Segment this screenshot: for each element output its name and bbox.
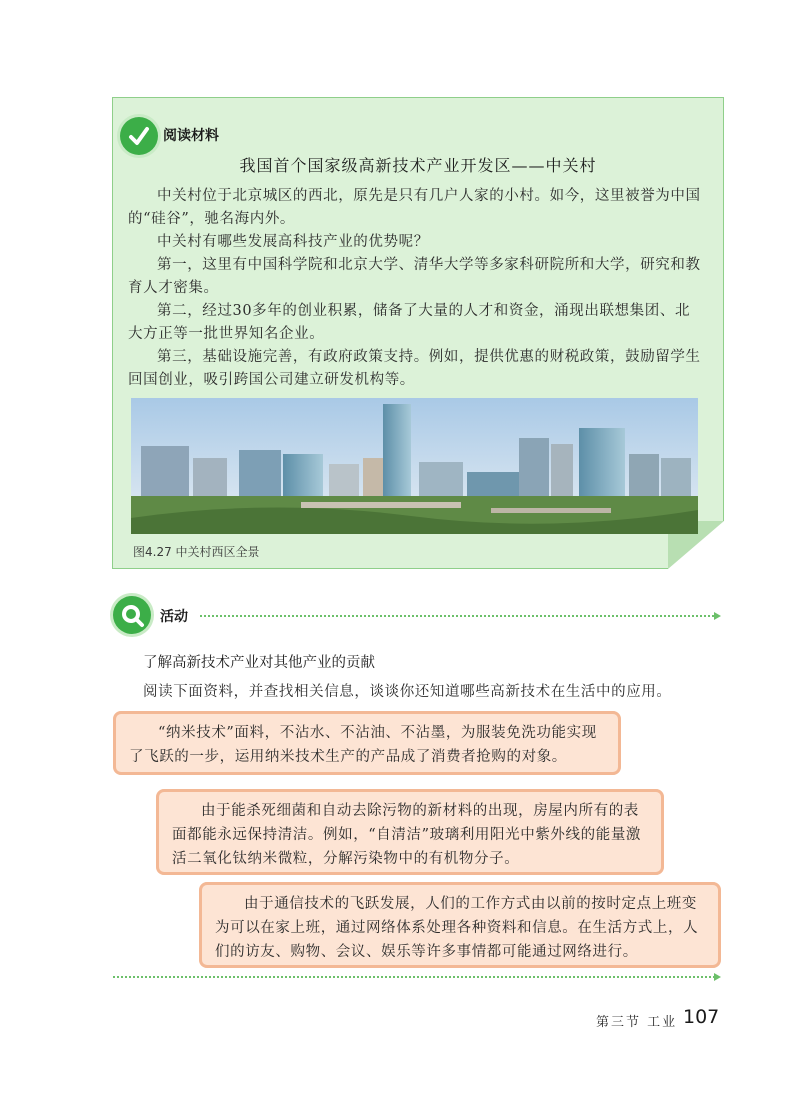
divider-arrow-icon (714, 973, 721, 981)
activity-divider-bottom (113, 976, 715, 978)
zhongguancun-photo (131, 398, 698, 534)
info-card-nano-fabric: “纳米技术”面料，不沾水、不沾油、不沾墨，为服装免洗功能实现了飞跃的一步，运用纳米技术生产的产品成了消费者抢购的对象。 (113, 711, 621, 775)
footer-chapter: 第三节 工业 (596, 1015, 678, 1030)
reading-check-icon (120, 117, 158, 155)
info-card-communication: 由于通信技术的飞跃发展，人们的工作方式由以前的按时定点上班变为可以在家上班，通过网络体系处理各种资料和信息。在生活方式上，人们的访友、购物、会议、娱乐等许多事情都可能通过网络进行。 (199, 882, 721, 968)
divider-arrow-icon (714, 612, 721, 620)
activity-label: 活动 (160, 609, 188, 625)
activity-divider-top (200, 615, 714, 617)
activity-title: 了解高新技术产业对其他产业的贡献 (143, 655, 375, 671)
reading-paragraph-1: 中关村位于北京城区的西北，原先是只有几户人家的小村。如今，这里被誉为中国的“硅谷”，驰名海内外。 (128, 188, 701, 227)
reading-paragraph-2: 中关村有哪些发展高科技产业的优势呢？ (157, 234, 429, 250)
activity-intro: 阅读下面资料，并查找相关信息，谈谈你还知道哪些高新技术在生活中的应用。 (143, 684, 672, 700)
page-number: 107 (683, 1006, 720, 1028)
figure-caption: 图4.27 中关村西区全景 (133, 545, 260, 559)
reading-paragraph-4: 第二，经过30多年的创业积累，储备了大量的人才和资金，涌现出联想集团、北大方正等一批世界知名企业。 (128, 303, 691, 342)
reading-label: 阅读材料 (163, 128, 219, 144)
activity-search-icon (113, 596, 151, 634)
reading-title: 我国首个国家级高新技术产业开发区——中关村 (239, 156, 597, 175)
reading-paragraph-3: 第一，这里有中国科学院和北京大学、清华大学等多家科研院所和大学，研究和教育人才密集。 (128, 257, 701, 296)
reading-paragraph-5: 第三，基础设施完善，有政府政策支持。例如，提供优惠的财税政策，鼓励留学生回国创业，吸引跨国公司建立研发机构等。 (128, 349, 701, 388)
info-card-self-cleaning: 由于能杀死细菌和自动去除污物的新材料的出现，房屋内所有的表面都能永远保持清洁。例如，“自清洁”玻璃利用阳光中紫外线的能量激活二氧化钛纳米微粒，分解污染物中的有机物分子。 (156, 789, 664, 875)
